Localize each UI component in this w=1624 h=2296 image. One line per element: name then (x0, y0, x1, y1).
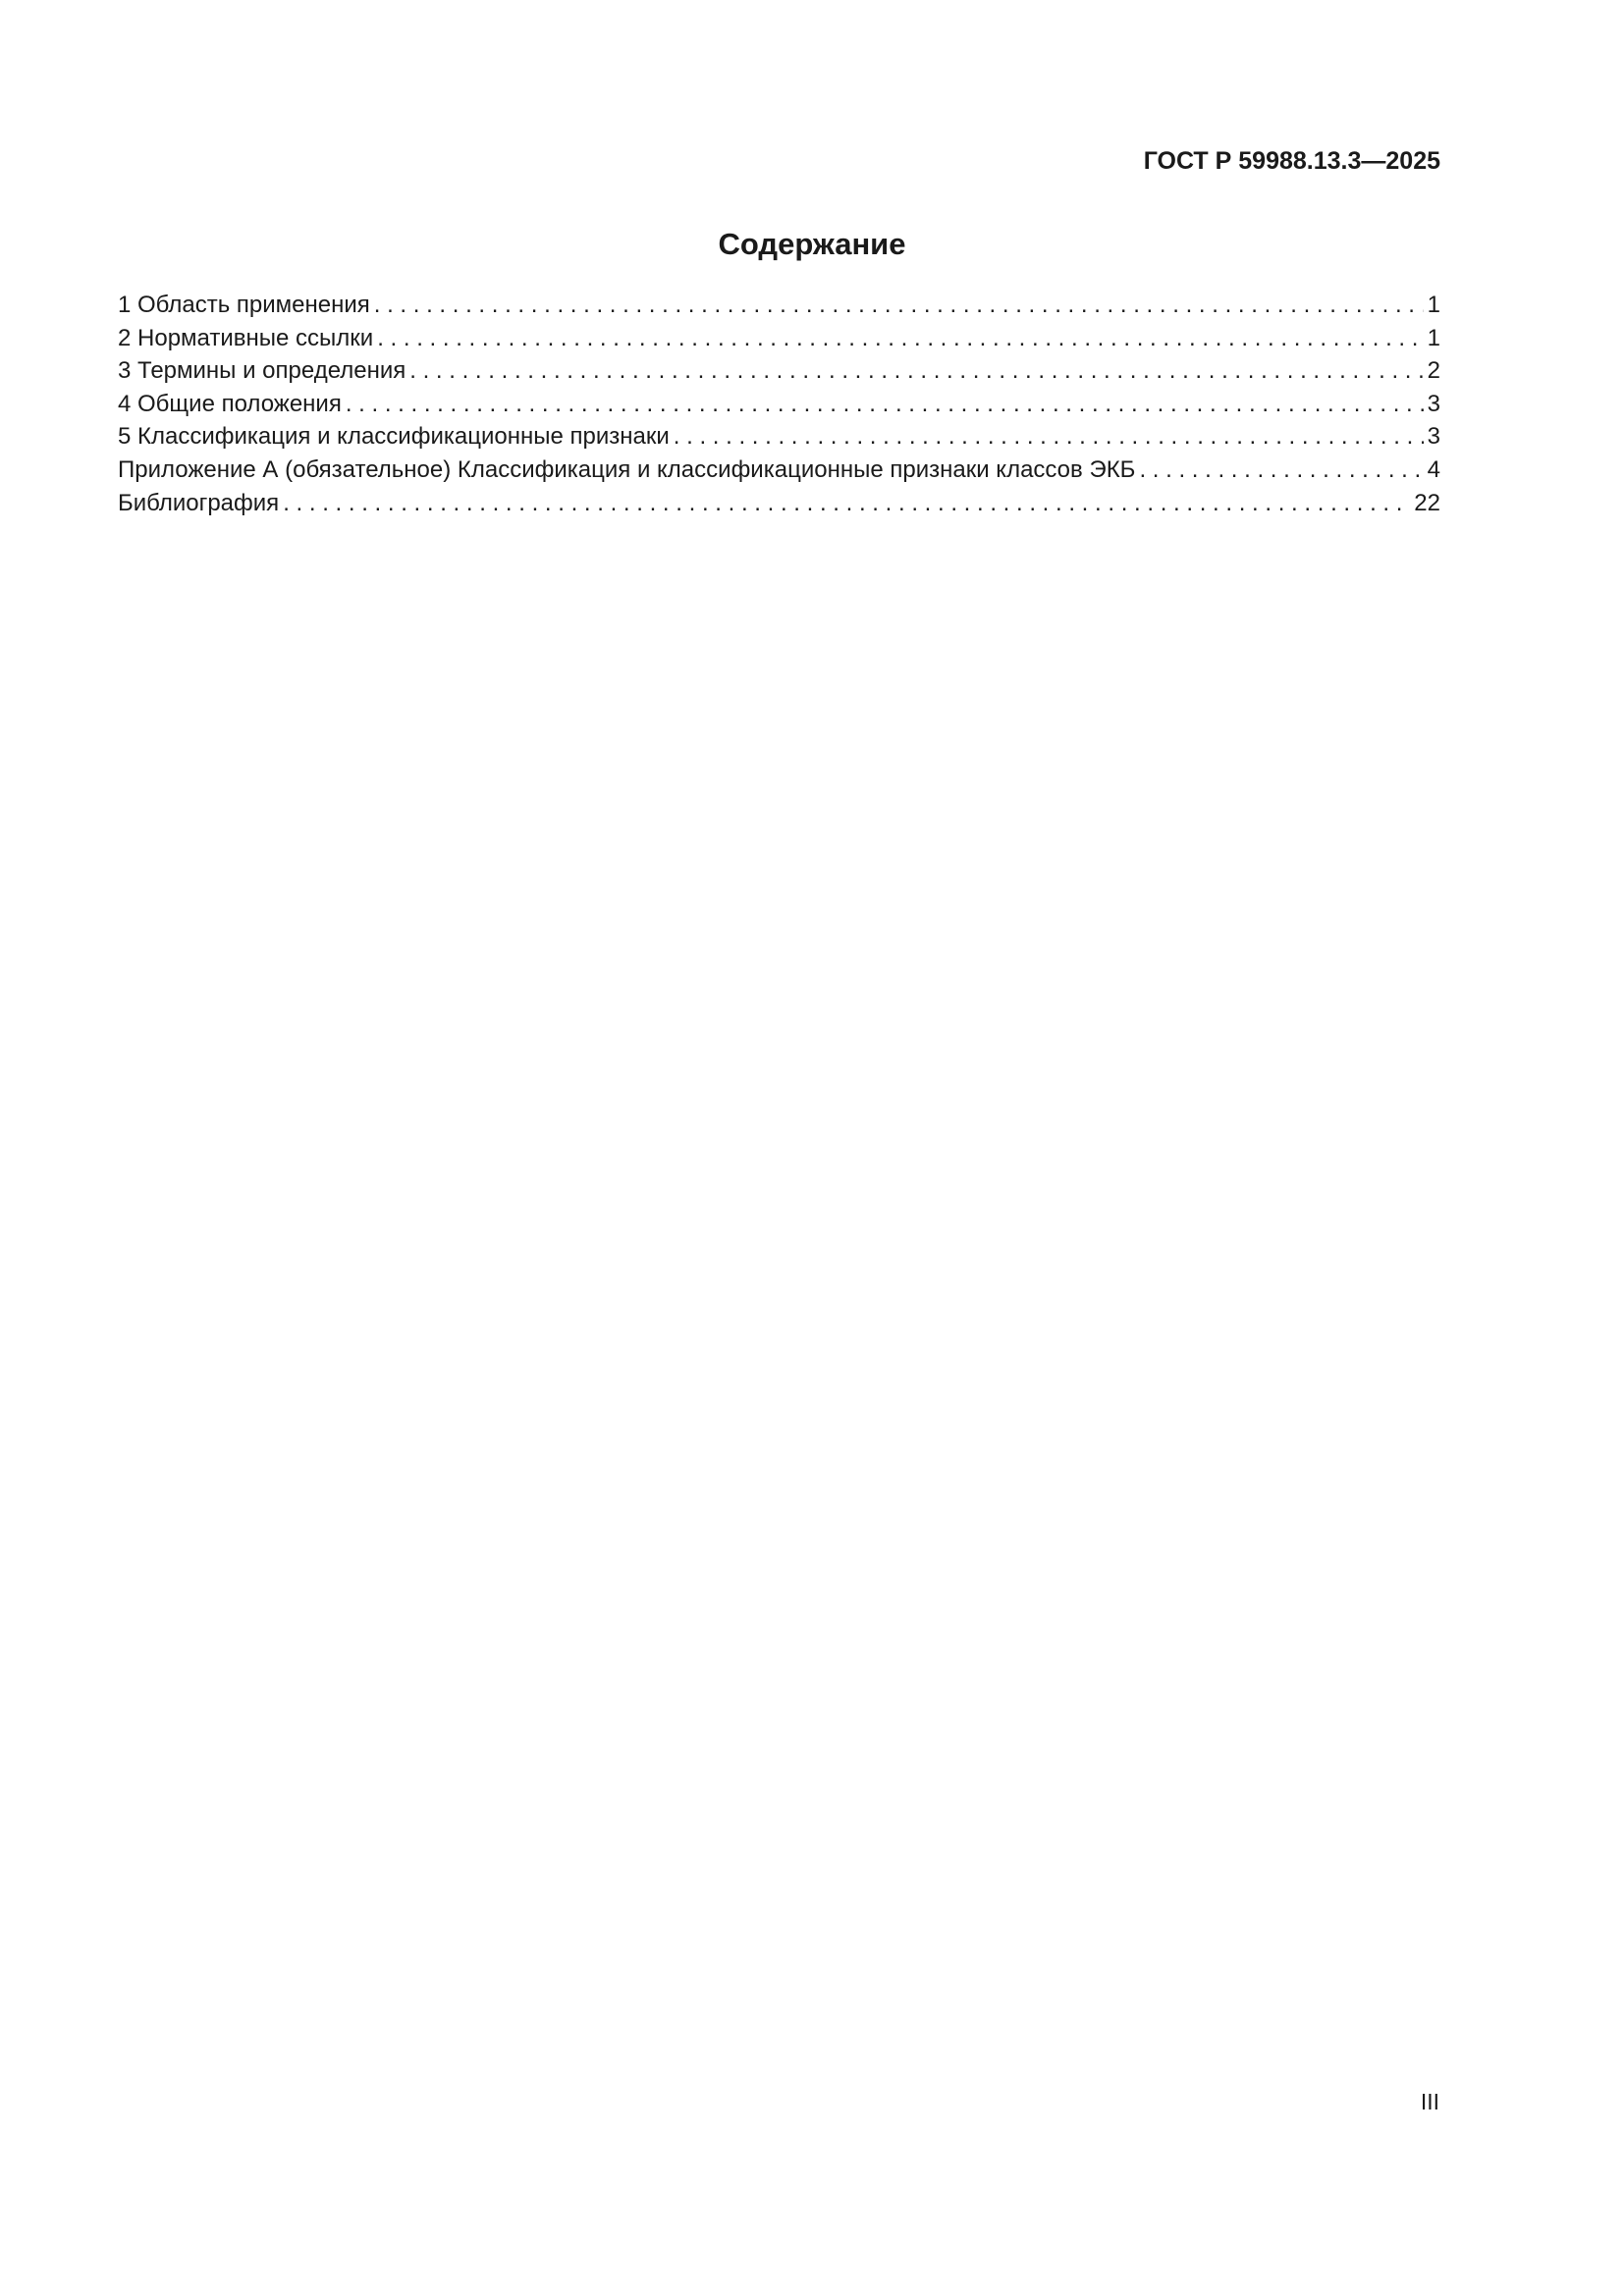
dot-leader (374, 289, 1424, 322)
toc-entry[interactable] (118, 420, 1440, 454)
toc-entry[interactable] (118, 354, 1440, 388)
table-of-contents (118, 289, 1440, 519)
toc-entry[interactable] (118, 487, 1440, 520)
page-title: Содержание (718, 227, 906, 261)
toc-entry-page: 2 (1427, 357, 1440, 385)
toc-entry-label: 3 Термины и определения (118, 357, 406, 385)
toc-entry[interactable] (118, 289, 1440, 322)
toc-entry-page: 22 (1414, 489, 1440, 516)
toc-entry-label: Библиография (118, 489, 280, 516)
dot-leader (377, 322, 1423, 355)
toc-entry-page: 1 (1427, 324, 1440, 351)
toc-entry[interactable] (118, 322, 1440, 355)
toc-entry[interactable] (118, 388, 1440, 421)
toc-entry-label: 5 Классификация и классификационные признаки (118, 423, 670, 451)
toc-entry-page: 3 (1427, 423, 1440, 451)
toc-entry-page: 3 (1427, 390, 1440, 417)
toc-entry-page: 4 (1427, 455, 1440, 483)
dot-leader (674, 420, 1424, 454)
toc-entry-page: 1 (1427, 292, 1440, 318)
toc-entry[interactable] (118, 454, 1440, 487)
toc-entry-label: 1 Область применения (118, 292, 370, 318)
toc-entry-label: Приложение А (обязательное) Классификация и классификационные признаки классов ЭКБ (118, 455, 1136, 483)
dot-leader (409, 354, 1423, 388)
toc-entry-label: 4 Общие положения (118, 390, 342, 417)
document-code: ГОСТ Р 59988.13.3—2025 (1143, 147, 1440, 175)
dot-leader (1139, 454, 1423, 487)
toc-entry-label: 2 Нормативные ссылки (118, 324, 374, 351)
dot-leader (283, 487, 1410, 520)
dot-leader (346, 388, 1424, 421)
page-number: III (1420, 2089, 1439, 2114)
